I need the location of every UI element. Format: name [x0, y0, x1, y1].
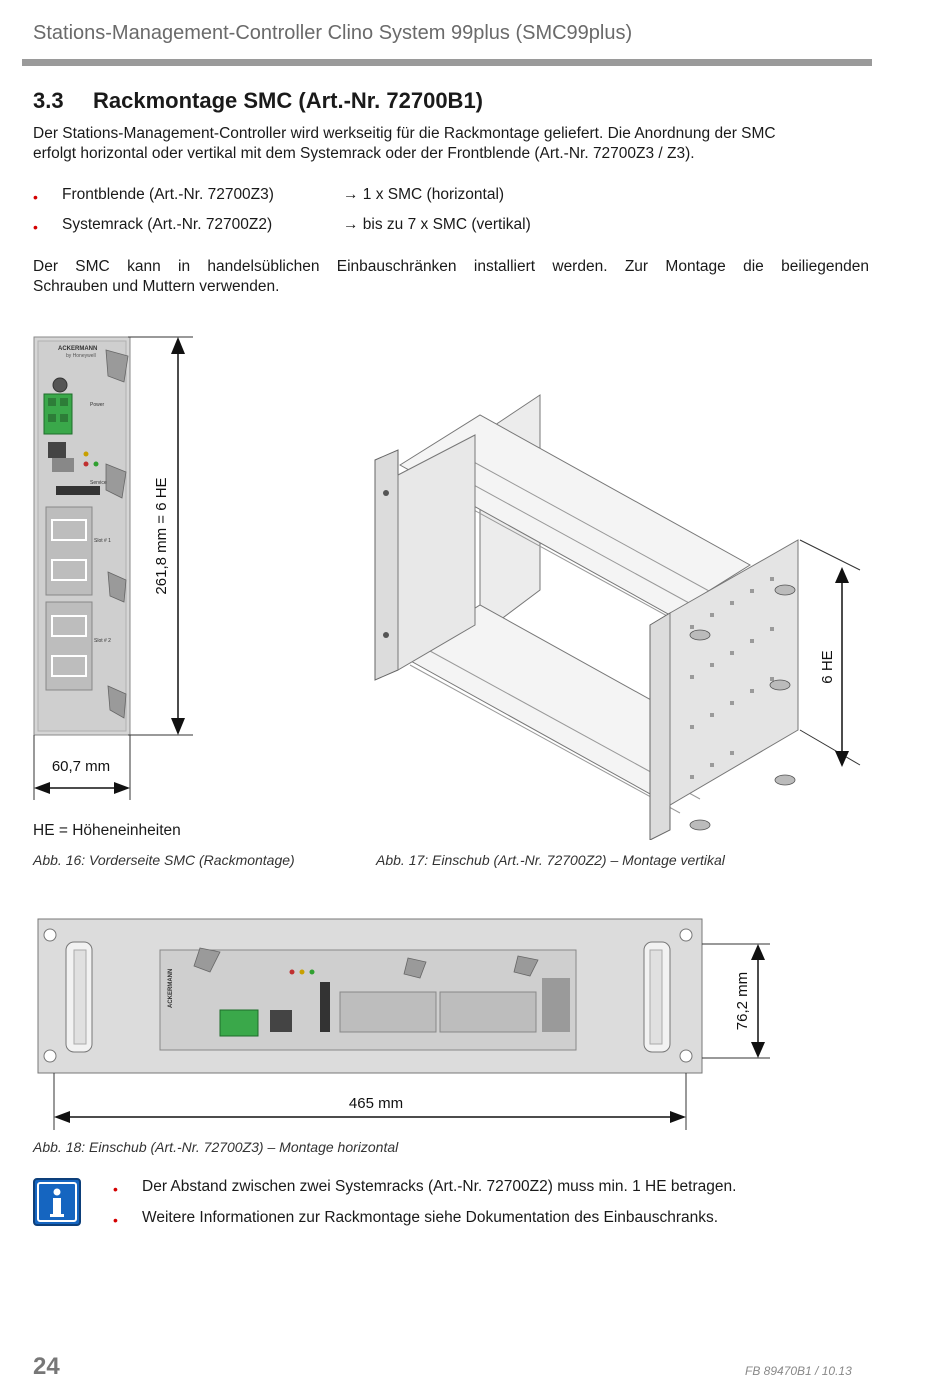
panel-slot2-label: Slot # 2 [94, 638, 111, 644]
fig18-width-label: 465 mm [348, 1095, 404, 1112]
intro-paragraph [33, 124, 869, 164]
fig18-panel-brand: ACKERMANN [168, 968, 174, 1008]
bullet-dot: • [113, 1212, 118, 1228]
page-header-title: Stations-Management-Controller Clino System 99plus (SMC99plus) [33, 22, 633, 44]
intro-line-2: erfolgt horizontal oder vertikal mit dem Systemrack oder der Frontblende (Art.-Nr. 72700Z3 / Z3). [33, 145, 695, 162]
panel-power-label: Power [90, 402, 105, 408]
page-number: 24 [33, 1353, 60, 1380]
fig18-height-label: 76,2 mm [734, 971, 751, 1031]
bullet-dot: • [33, 219, 38, 235]
fig17-height-label: 6 HE [819, 650, 836, 684]
fig16-caption: Abb. 16: Vorderseite SMC (Rackmontage) [33, 852, 295, 868]
fig16-height-label: 261,8 mm = 6 HE [153, 477, 170, 595]
bullet-dot: • [113, 1181, 118, 1197]
bullet-systemrack-result: → bis zu 7 x SMC (vertikal) [343, 216, 531, 233]
panel-slot1-label: Slot # 1 [94, 538, 111, 544]
fig16-width-label: 60,7 mm [51, 758, 111, 775]
header-rule [22, 59, 872, 66]
install-paragraph [33, 257, 869, 297]
document-reference: FB 89470B1 / 10.13 [745, 1364, 852, 1378]
figure-16-front-panel [28, 330, 228, 805]
install-line-2: Schrauben und Muttern verwenden. [33, 278, 280, 295]
info-note-1: Der Abstand zwischen zwei Systemracks (Art.-Nr. 72700Z2) muss min. 1 HE betragen. [142, 1178, 737, 1195]
section-title: Rackmontage SMC (Art.-Nr. 72700B1) [93, 88, 484, 113]
info-note-2: Weitere Informationen zur Rackmontage siehe Dokumentation des Einbauschranks. [142, 1209, 719, 1226]
intro-line-1: Der Stations-Management-Controller wird werkseitig für die Rackmontage geliefert. Die Anordnung der SMC [33, 125, 776, 142]
section-number: 3.3 [33, 88, 64, 113]
figure-17-system-rack [370, 385, 870, 840]
panel-brand: ACKERMANN [58, 346, 98, 352]
figure-18-front-panel-horizontal [30, 912, 800, 1134]
bullet-systemrack: Systemrack (Art.-Nr. 72700Z2) [62, 216, 273, 233]
install-line-1: Der SMC kann in handelsüblichen Einbauschränken installiert werden. Zur Montage die beiliegenden [33, 258, 869, 275]
fig17-caption: Abb. 17: Einschub (Art.-Nr. 72700Z2) – Montage vertikal [376, 852, 725, 868]
bullet-frontblende: Frontblende (Art.-Nr. 72700Z3) [62, 186, 274, 203]
panel-sub: by Honeywell [66, 353, 96, 359]
panel-service-label: Service [90, 480, 107, 486]
fig18-caption: Abb. 18: Einschub (Art.-Nr. 72700Z3) – Montage horizontal [33, 1139, 399, 1155]
he-note: HE = Höheneinheiten [33, 822, 181, 839]
info-icon [33, 1178, 81, 1226]
bullet-dot: • [33, 189, 38, 205]
bullet-frontblende-result: → 1 x SMC (horizontal) [343, 186, 505, 203]
